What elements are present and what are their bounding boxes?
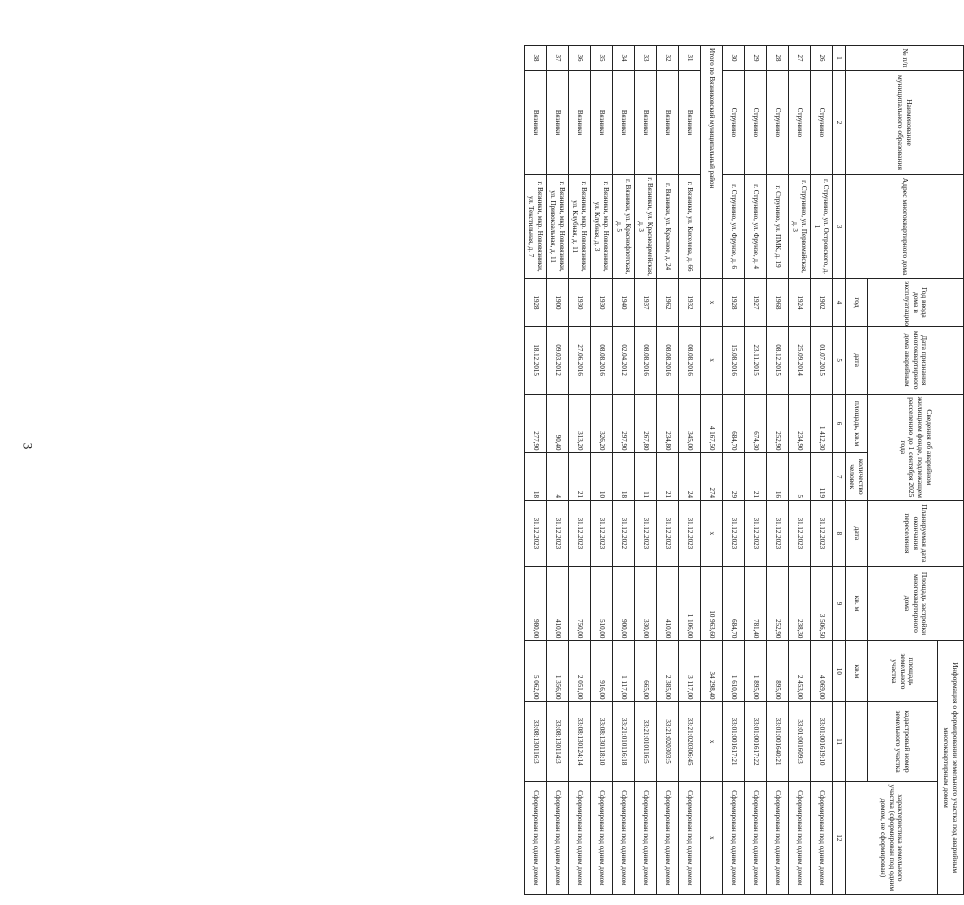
row-date-recognized: 15.08.2016 — [723, 326, 745, 394]
row-num: 33 — [635, 46, 657, 71]
row-land-area: 5 062,00 — [525, 641, 547, 702]
column-number-cell: 9 — [833, 566, 846, 641]
table-row — [635, 46, 657, 895]
row-building-area: 1 106,00 — [679, 566, 701, 641]
row-address: г. Вязники, мкр. Нововязники, ул. Привокзальная, д. 11 — [547, 175, 569, 279]
row-address: г. Вязники, ул. Красноармейская, д. 3 — [635, 175, 657, 279]
header-num: № п/п — [846, 46, 964, 71]
row-people: 18 — [525, 453, 547, 501]
row-year: 1930 — [591, 279, 613, 327]
row-num: 27 — [789, 46, 811, 71]
row-building-area: 980,00 — [525, 566, 547, 641]
total-cadastral: x — [701, 702, 723, 781]
row-date-recognized: 08.08.2016 — [679, 326, 701, 394]
row-date-recognized: 18.12.2015 — [525, 326, 547, 394]
row-num: 30 — [723, 46, 745, 71]
row-planned-date: 31.12.2023 — [547, 501, 569, 567]
row-people: 21 — [745, 453, 767, 501]
row-date-recognized: 08.08.2016 — [635, 326, 657, 394]
row-address: г. Вязники, ул. Киселева, д. 66 — [679, 175, 701, 279]
row-date-recognized: 23.11.2015 — [745, 326, 767, 394]
header-date-recognized: Дата признания многоквартирного дома аварийным — [868, 326, 964, 394]
column-number-cell: 12 — [833, 781, 846, 894]
row-year: 1940 — [613, 279, 635, 327]
row-cadastral: 33:21:020306:45 — [679, 702, 701, 781]
total-land-area: 34 298,40 — [701, 641, 723, 702]
row-planned-date: 31.12.2023 — [525, 501, 547, 567]
row-land-char: Сформирован под одним домом — [789, 781, 811, 894]
row-people: 24 — [679, 453, 701, 501]
row-municipality: Вязники — [547, 70, 569, 174]
row-municipality: Вязники — [591, 70, 613, 174]
column-number-cell: 7 — [833, 453, 846, 501]
row-cadastral: 33:01:001640:21 — [767, 702, 789, 781]
row-address: г. Вязники, ул. Красное, д. 24 — [657, 175, 679, 279]
row-cadastral: 33:21:010116:18 — [613, 702, 635, 781]
row-address: г. Вязники, мкр. Нововязники, ул. Клубная, д. 11 — [569, 175, 591, 279]
row-building-area: 410,00 — [547, 566, 569, 641]
row-building-area: 781,40 — [745, 566, 767, 641]
row-building-area: 750,00 — [569, 566, 591, 641]
row-num: 35 — [591, 46, 613, 71]
row-land-area: 1 610,00 — [723, 641, 745, 702]
table-row — [811, 46, 833, 895]
row-land-area: 2 051,00 — [569, 641, 591, 702]
table-row — [547, 46, 569, 895]
row-num: 38 — [525, 46, 547, 71]
row-municipality: Вязники — [525, 70, 547, 174]
row-cadastral: 33:01:001619:10 — [811, 702, 833, 781]
column-number-cell: 11 — [833, 702, 846, 781]
row-land-area: 3 117,00 — [679, 641, 701, 702]
row-building-area: 3 506,50 — [811, 566, 833, 641]
header-cadastral: кадастровый номер земельного участка — [868, 702, 938, 781]
row-num: 32 — [657, 46, 679, 71]
unit-people: количество человек — [846, 453, 868, 501]
row-land-char: Сформирован под одним домом — [811, 781, 833, 894]
header-building-area: Площадь застройки многоквартирного дома — [868, 566, 964, 641]
row-land-char: Сформирован под одним домом — [723, 781, 745, 894]
row-num: 31 — [679, 46, 701, 71]
row-building-area: 684,70 — [723, 566, 745, 641]
header-municipality: Наименование муниципального образования — [846, 70, 964, 174]
row-planned-date: 31.12.2023 — [723, 501, 745, 567]
row-people: 21 — [657, 453, 679, 501]
row-year: 1924 — [789, 279, 811, 327]
row-municipality: Вязники — [569, 70, 591, 174]
total-char: x — [701, 781, 723, 894]
row-people: 11 — [635, 453, 657, 501]
header-emergency-fund: Сведения об аварийном жилищном фонде, подлежащем расселению до 1 сентября 2025 года — [868, 394, 964, 500]
row-address: г. Струнино, ул. Фрунзе, д. 6 — [723, 175, 745, 279]
row-municipality: Вязники — [613, 70, 635, 174]
row-people: 18 — [613, 453, 635, 501]
row-area: 234,80 — [657, 394, 679, 453]
row-land-area: 1 117,00 — [613, 641, 635, 702]
row-land-area: 2 385,00 — [657, 641, 679, 702]
header-year-built: Год ввода дома в эксплуатацию — [868, 279, 964, 327]
row-area: 1 412,30 — [811, 394, 833, 453]
row-date-recognized: 08.08.2016 — [657, 326, 679, 394]
row-year: 1937 — [635, 279, 657, 327]
row-land-area: 1 356,00 — [547, 641, 569, 702]
row-land-char: Сформирован под одним домом — [569, 781, 591, 894]
total-building-area: 10 963,60 — [701, 566, 723, 641]
total-year: x — [701, 279, 723, 327]
row-people: 21 — [569, 453, 591, 501]
rotated-table-container — [527, 45, 964, 895]
table-body-strunino — [723, 46, 833, 895]
row-year: 1932 — [679, 279, 701, 327]
row-land-area: 4 069,00 — [811, 641, 833, 702]
row-people: 10 — [591, 453, 613, 501]
row-building-area: 410,00 — [657, 566, 679, 641]
row-address: г. Вязники, ул. Краснофлотская, д. 5 — [613, 175, 635, 279]
row-planned-date: 31.12.2022 — [613, 501, 635, 567]
row-municipality: Вязники — [657, 70, 679, 174]
row-cadastral: 33:01:001609:3 — [789, 702, 811, 781]
row-address: г. Струнино, ул. Первомайская, д. 3 — [789, 175, 811, 279]
row-num: 36 — [569, 46, 591, 71]
row-planned-date: 31.12.2023 — [745, 501, 767, 567]
total-label: Итого по Вязниковский муниципальный район — [701, 46, 723, 279]
column-number-cell: 1 — [833, 46, 846, 71]
table-body-total — [701, 46, 723, 895]
row-people: 16 — [767, 453, 789, 501]
row-address: г. Струнино, ул. Фрунзе, д. 4 — [745, 175, 767, 279]
row-land-char: Сформирован под одним домом — [525, 781, 547, 894]
row-date-recognized: 25.09.2014 — [789, 326, 811, 394]
row-land-char: Сформирован под одним домом — [613, 781, 635, 894]
row-planned-date: 31.12.2023 — [657, 501, 679, 567]
row-num: 26 — [811, 46, 833, 71]
total-people: 274 — [701, 453, 723, 501]
row-address: г. Струнино, ул. Островского, д. 1 — [811, 175, 833, 279]
row-planned-date: 31.12.2023 — [789, 501, 811, 567]
row-land-area: 916,00 — [591, 641, 613, 702]
row-land-char: Сформирован под одним домом — [679, 781, 701, 894]
row-year: 1968 — [767, 279, 789, 327]
row-municipality: Струнино — [745, 70, 767, 174]
row-date-recognized: 02.04.2012 — [613, 326, 635, 394]
header-planned-date: Планируемая дата окончания переселения — [868, 501, 964, 567]
row-municipality: Струнино — [811, 70, 833, 174]
table-row — [745, 46, 767, 895]
row-cadastral: 33:21:010116:5 — [635, 702, 657, 781]
total-plan: x — [701, 501, 723, 567]
row-year: 1902 — [811, 279, 833, 327]
unit-date2: дата — [846, 501, 868, 567]
unit-empty — [846, 702, 868, 781]
row-num: 29 — [745, 46, 767, 71]
table-row — [723, 46, 745, 895]
row-municipality: Вязники — [635, 70, 657, 174]
row-cadastral: 33:01:001617:22 — [745, 702, 767, 781]
row-people: 5 — [789, 453, 811, 501]
row-municipality: Струнино — [789, 70, 811, 174]
row-land-char: Сформирован под одним домом — [657, 781, 679, 894]
row-municipality: Вязники — [679, 70, 701, 174]
row-land-area: 1 895,00 — [745, 641, 767, 702]
row-land-area: 665,00 — [635, 641, 657, 702]
row-date-recognized: 01.07.2015 — [811, 326, 833, 394]
page-number: 3 — [20, 442, 36, 450]
total-date: x — [701, 326, 723, 394]
unit-sqm2: кв.м — [846, 641, 868, 702]
column-number-row — [833, 46, 846, 895]
row-area: 684,70 — [723, 394, 745, 453]
header-land-char: характеристика земельного участка (сформирован под одним домом, не сформирован) — [846, 781, 938, 894]
row-year: 1928 — [525, 279, 547, 327]
row-date-recognized: 27.06.2016 — [569, 326, 591, 394]
row-municipality: Струнино — [767, 70, 789, 174]
row-area: 345,00 — [679, 394, 701, 453]
row-planned-date: 31.12.2023 — [767, 501, 789, 567]
row-land-area: 2 453,00 — [789, 641, 811, 702]
column-number-cell: 6 — [833, 394, 846, 453]
row-area: 252,90 — [767, 394, 789, 453]
row-area: 297,90 — [613, 394, 635, 453]
table-row — [767, 46, 789, 895]
table-row — [569, 46, 591, 895]
emergency-housing-table — [524, 45, 964, 895]
row-num: 37 — [547, 46, 569, 71]
row-year: 1900 — [547, 279, 569, 327]
row-area: 277,90 — [525, 394, 547, 453]
table-row — [525, 46, 547, 895]
row-municipality: Струнино — [723, 70, 745, 174]
row-cadastral: 33:08:130116:3 — [525, 702, 547, 781]
row-address: г. Вязники, мкр. Нововязники, ул. Текстильная, д. 7 — [525, 175, 547, 279]
row-cadastral: 33:08:130114:3 — [547, 702, 569, 781]
row-cadastral: 33:08:130124:14 — [569, 702, 591, 781]
column-number-cell: 10 — [833, 641, 846, 702]
column-number-cell: 3 — [833, 175, 846, 279]
table-row — [591, 46, 613, 895]
row-area: 90,40 — [547, 394, 569, 453]
row-people: 4 — [547, 453, 569, 501]
column-number-cell: 5 — [833, 326, 846, 394]
row-planned-date: 31.12.2023 — [811, 501, 833, 567]
row-area: 674,30 — [745, 394, 767, 453]
column-number-cell: 8 — [833, 501, 846, 567]
row-date-recognized: 08.08.2016 — [591, 326, 613, 394]
total-area: 4 167,50 — [701, 394, 723, 453]
row-year: 1930 — [569, 279, 591, 327]
row-area: 267,80 — [635, 394, 657, 453]
table-row — [679, 46, 701, 895]
row-area: 313,20 — [569, 394, 591, 453]
row-year: 1927 — [745, 279, 767, 327]
row-people: 29 — [723, 453, 745, 501]
row-land-char: Сформирован под одним домом — [767, 781, 789, 894]
table-body-vyazniki — [525, 46, 701, 895]
row-land-char: Сформирован под одним домом — [745, 781, 767, 894]
row-people: 119 — [811, 453, 833, 501]
header-land-info: Информация о формировании земельного участка под аварийным многоквартирным домом — [938, 641, 964, 895]
unit-date: дата — [846, 326, 868, 394]
row-planned-date: 31.12.2023 — [679, 501, 701, 567]
row-cadastral: 33:01:001617:21 — [723, 702, 745, 781]
row-planned-date: 31.12.2023 — [569, 501, 591, 567]
row-year: 1928 — [723, 279, 745, 327]
row-area: 234,90 — [789, 394, 811, 453]
table-row — [613, 46, 635, 895]
row-address: г. Струнино, ул. ПМК, д. 19 — [767, 175, 789, 279]
table-row — [657, 46, 679, 895]
row-date-recognized: 09.03.2012 — [547, 326, 569, 394]
unit-area: площадь, кв.м — [846, 394, 868, 453]
table-row — [789, 46, 811, 895]
row-building-area: 238,30 — [789, 566, 811, 641]
row-num: 34 — [613, 46, 635, 71]
row-land-char: Сформирован под одним домом — [591, 781, 613, 894]
row-planned-date: 31.12.2023 — [591, 501, 613, 567]
row-address: г. Вязники, мкр. Нововязники, ул. Клубная, д. 3 — [591, 175, 613, 279]
row-building-area: 510,00 — [591, 566, 613, 641]
row-building-area: 252,90 — [767, 566, 789, 641]
row-cadastral: 33:21:020303:5 — [657, 702, 679, 781]
row-cadastral: 33:08:130118:10 — [591, 702, 613, 781]
row-area: 326,20 — [591, 394, 613, 453]
header-address: Адрес многоквартирного дома — [846, 175, 964, 279]
total-row — [701, 46, 723, 895]
row-land-area: 895,00 — [767, 641, 789, 702]
row-num: 28 — [767, 46, 789, 71]
header-land-area: площадь земельного участка — [868, 641, 938, 702]
row-date-recognized: 08.12.2015 — [767, 326, 789, 394]
row-building-area: 330,00 — [635, 566, 657, 641]
row-land-char: Сформирован под одним домом — [635, 781, 657, 894]
unit-sqm: кв. м — [846, 566, 868, 641]
row-planned-date: 31.12.2023 — [635, 501, 657, 567]
row-land-char: Сформирован под одним домом — [547, 781, 569, 894]
row-building-area: 900,00 — [613, 566, 635, 641]
unit-year: год — [846, 279, 868, 327]
row-year: 1962 — [657, 279, 679, 327]
column-number-cell: 4 — [833, 279, 846, 327]
column-number-cell: 2 — [833, 70, 846, 174]
